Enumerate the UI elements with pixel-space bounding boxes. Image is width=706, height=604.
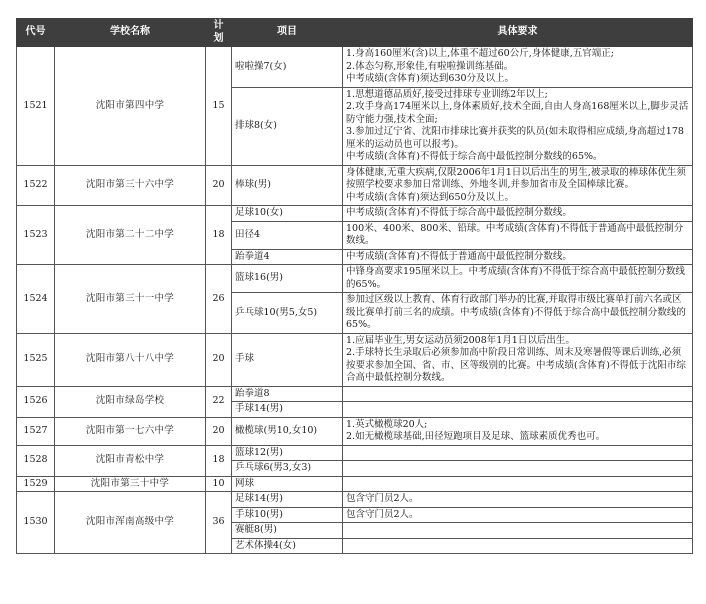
requirement-line: 中锋身高要求195厘米以上。中考成绩(含体育)不得低于综合高中最低控制分数线的65%。 [346, 266, 686, 290]
requirement-line: 2.手球特长生录取后必须参加高中阶段日常训练、周末及寒暑假等课后训练,必须按要求参加全国、省、市、区等级别的比赛。中考成绩(含体育)不得低于沈阳市综合高中最低控制分数线。 [346, 347, 686, 383]
sport-item: 乒乓球6(男3,女3) [232, 461, 343, 477]
school-name: 沈阳市青松中学 [55, 445, 206, 476]
requirement-cell [343, 386, 693, 402]
sport-item: 田径4 [232, 221, 343, 249]
table-row [17, 265, 693, 293]
school-name: 沈阳市浑南高级中学 [55, 492, 206, 554]
requirement-line: 3.参加过辽宁省、沈阳市排球比赛并获奖的队员(如未取得相应成绩,身高超过178厘米的运动员也可以报考)。 [346, 126, 684, 150]
requirement-line: 100米、400米、800米、铅球。中考成绩(含体育)不得低于普通高中最低控制分数线。 [346, 222, 684, 246]
sport-item: 赛艇8(男) [232, 523, 343, 539]
requirement-line: 包含守门员2人。 [346, 493, 419, 504]
school-code: 1522 [17, 165, 55, 206]
plan-count: 20 [206, 333, 232, 386]
school-code: 1528 [17, 445, 55, 476]
table-row [17, 165, 693, 206]
requirement-cell [343, 538, 693, 554]
sports-admission-table [16, 18, 693, 554]
requirement-cell [343, 165, 693, 206]
header-item: 项目 [232, 19, 343, 47]
header-plan: 计划 [206, 19, 232, 47]
plan-count: 18 [206, 445, 232, 476]
admission-table-sheet [16, 18, 692, 554]
sport-item: 棒球(男) [232, 165, 343, 206]
requirement-cell [343, 492, 693, 508]
table-row [17, 492, 693, 508]
requirement-line: 1.英式橄榄球20人; [346, 418, 428, 430]
requirement-line: 身体健康,无重大疾病,仅限2006年1月1日以后出生的男生,被录取的棒球体优生须按照学校要求参加日常训练、外地冬训,并参加省市及全国棒球比赛。 [346, 166, 686, 190]
requirement-cell [343, 221, 693, 249]
school-name: 沈阳市第三十一中学 [55, 265, 206, 334]
requirement-cell [343, 417, 693, 445]
requirement-line: 中考成绩(含体育)不得低于普通高中最低控制分数线。 [346, 250, 572, 262]
table-header-row [17, 19, 693, 47]
plan-count: 18 [206, 206, 232, 265]
requirement-line: 2.体态匀称,形象佳,有啦啦操训练基础。 [346, 60, 514, 72]
sport-item: 网球 [232, 476, 343, 492]
school-name: 沈阳市第二十二中学 [55, 206, 206, 265]
plan-count: 20 [206, 165, 232, 206]
school-code: 1524 [17, 265, 55, 334]
requirement-cell [343, 265, 693, 293]
school-code: 1526 [17, 386, 55, 417]
header-requirement: 具体要求 [343, 19, 693, 47]
requirement-line: 包含守门员2人。 [346, 508, 419, 520]
requirement-cell [343, 47, 693, 88]
school-code: 1530 [17, 492, 55, 554]
requirement-cell [343, 87, 693, 165]
school-name: 沈阳市第三十中学 [55, 476, 206, 492]
table-row [17, 386, 693, 402]
requirement-cell [343, 402, 693, 418]
table-row [17, 206, 693, 222]
sport-item: 艺术体操4(女) [232, 538, 343, 554]
sport-item: 手球10(男) [232, 507, 343, 523]
requirement-cell [343, 445, 693, 461]
sport-item: 篮球16(男) [232, 265, 343, 293]
school-code: 1529 [17, 476, 55, 492]
sport-item: 啦啦操7(女) [232, 47, 343, 88]
plan-count: 10 [206, 476, 232, 492]
requirement-cell [343, 333, 693, 386]
header-school: 学校名称 [55, 19, 206, 47]
requirement-cell [343, 507, 693, 523]
requirement-cell [343, 523, 693, 539]
school-name: 沈阳市第四中学 [55, 47, 206, 166]
sport-item: 篮球12(男) [232, 445, 343, 461]
sport-item: 跆拳道8 [232, 386, 343, 402]
requirement-line: 1.思想道德品质好,接受过排球专业训练2年以上; [346, 88, 548, 100]
sport-item: 足球10(女) [232, 206, 343, 222]
requirement-line: 参加过区级以上教育、体育行政部门举办的比赛,并取得市级比赛单打前六名或区级比赛单打前三名的成绩。中考成绩(含体育)不得低于综合高中最低控制分数线的65%。 [346, 294, 686, 330]
table-row [17, 333, 693, 386]
requirement-line: 1.身高160厘米(含)以上,体重不超过60公斤,身体健康,五官端正; [346, 48, 614, 59]
sport-item: 手球14(男) [232, 402, 343, 418]
plan-count: 22 [206, 386, 232, 417]
sport-item: 足球14(男) [232, 492, 343, 508]
school-name: 沈阳市第一七六中学 [55, 417, 206, 445]
plan-count: 26 [206, 265, 232, 334]
sport-item: 乒乓球10(男5,女5) [232, 293, 343, 334]
sport-item: 手球 [232, 333, 343, 386]
table-row [17, 417, 693, 445]
plan-count: 36 [206, 492, 232, 554]
table-body [17, 47, 693, 554]
sport-item: 跆拳道4 [232, 249, 343, 265]
requirement-line: 2.如无橄榄球基础,田径短跑项目及足球、篮球素质优秀也可。 [346, 431, 606, 442]
school-name: 沈阳市第八十八中学 [55, 333, 206, 386]
requirement-line: 2.攻手身高174厘米以上,身体素质好,技术全面,自由人身高168厘米以上,脚步灵活防守能力强,技术全面; [346, 101, 689, 125]
school-code: 1521 [17, 47, 55, 166]
requirement-line: 中考成绩(含体育)不得低于综合高中最低控制分数线的65%。 [346, 151, 603, 162]
header-code: 代号 [17, 19, 55, 47]
requirement-line: 中考成绩(含体育)不得低于综合高中最低控制分数线。 [346, 207, 572, 218]
sport-item: 排球8(女) [232, 87, 343, 165]
requirement-line: 中考成绩(含体育)须达到650分及以上。 [346, 191, 515, 203]
requirement-cell [343, 249, 693, 265]
school-name: 沈阳市绿岛学校 [55, 386, 206, 417]
plan-count: 20 [206, 417, 232, 445]
school-code: 1527 [17, 417, 55, 445]
table-row [17, 476, 693, 492]
school-name: 沈阳市第三十六中学 [55, 165, 206, 206]
school-code: 1525 [17, 333, 55, 386]
plan-count: 15 [206, 47, 232, 166]
requirement-line: 中考成绩(含体育)须达到630分及以上。 [346, 73, 515, 84]
sport-item: 橄榄球(男10,女10) [232, 417, 343, 445]
table-row [17, 47, 693, 88]
requirement-line: 1.应届毕业生,男女运动员须2008年1月1日以后出生。 [346, 334, 575, 346]
requirement-cell [343, 293, 693, 334]
table-row [17, 445, 693, 461]
requirement-cell [343, 476, 693, 492]
requirement-cell [343, 461, 693, 477]
requirement-cell [343, 206, 693, 222]
school-code: 1523 [17, 206, 55, 265]
